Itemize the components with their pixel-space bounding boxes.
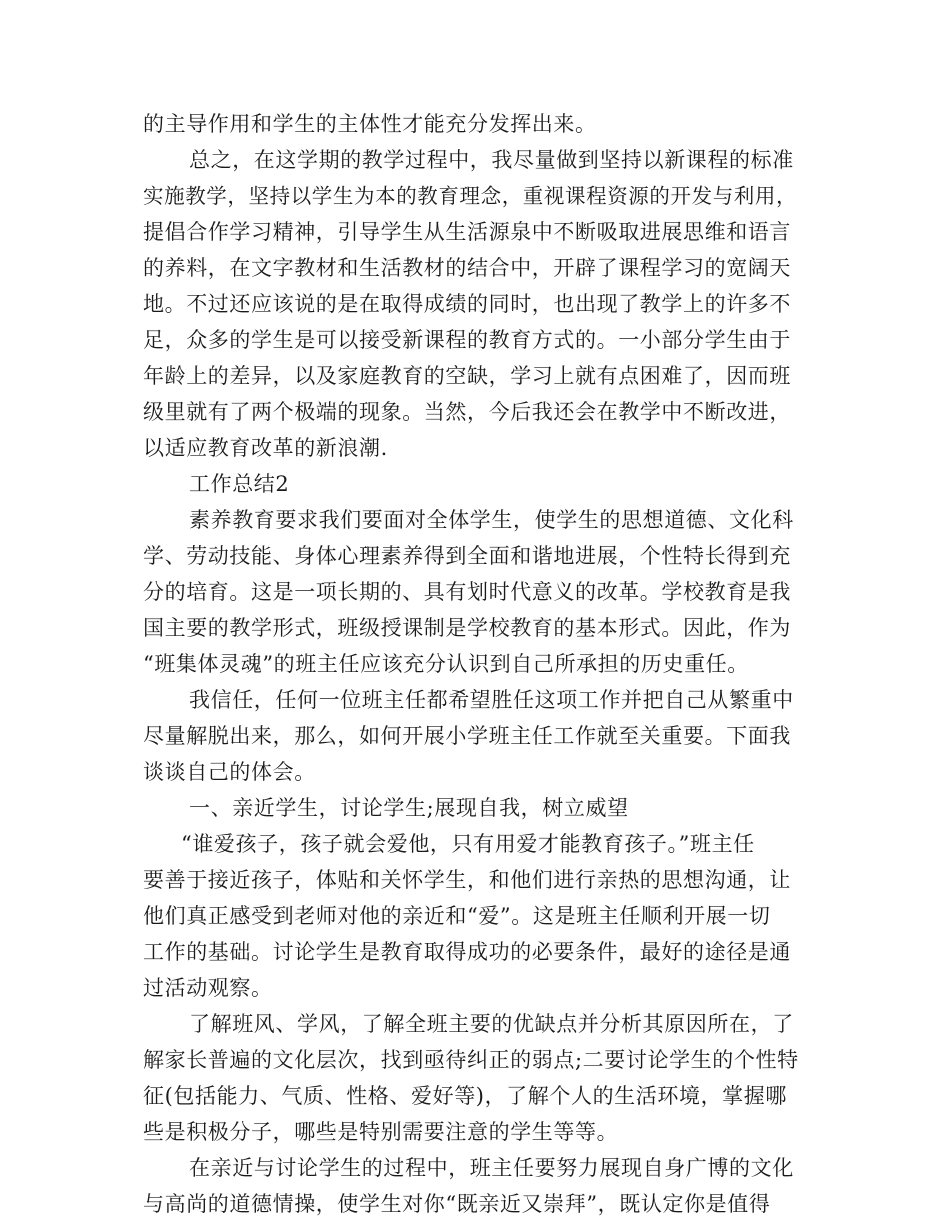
paragraph-start-line: 我信任，任何一位班主任都希望胜任这项工作并把自己从繁重中 <box>189 688 794 712</box>
text-line: 与高尚的道德情操，使学生对你“既亲近又崇拜”，既认定你是值得 <box>143 1192 771 1216</box>
text-line: 些是积极分子，哪些是特别需要注意的学生等等。 <box>143 1120 619 1144</box>
text-line: 征(包括能力、气质、性格、爱好等)，了解个人的生活环境，掌握哪 <box>143 1084 787 1108</box>
paragraph-start-line: 总之，在这学期的教学过程中，我尽量做到坚持以新课程的标准 <box>189 148 794 172</box>
text-line: 谈谈自己的体会。 <box>143 760 316 784</box>
text-line: 的养料，在文字教材和生活教材的结合中，开辟了课程学习的宽阔天 <box>143 256 791 280</box>
text-line: 级里就有了两个极端的现象。当然，今后我还会在教学中不断改进， <box>143 400 791 424</box>
text-line: 学、劳动技能、身体心理素养得到全面和谐地进展，个性特长得到充 <box>143 544 791 568</box>
text-line: 提倡合作学习精神，引导学生从生活源泉中不断吸取进展思维和语言 <box>143 220 791 244</box>
text-line: 要善于接近孩子，体贴和关怀学生，和他们进行亲热的思想沟通，让 <box>143 868 791 892</box>
section-heading: 工作总结2 <box>189 472 290 496</box>
text-line: 解家长普遍的文化层次，找到亟待纠正的弱点;二要讨论学生的个性特 <box>143 1048 799 1072</box>
text-line: 尽量解脱出来，那么，如何开展小学班主任工作就至关重要。下面我 <box>143 724 791 748</box>
paragraph-start-line: 了解班风、学风，了解全班主要的优缺点并分析其原因所在，了 <box>189 1012 794 1036</box>
text-line: “班集体灵魂”的班主任应该充分认识到自己所承担的历史重任。 <box>143 652 749 676</box>
text-line: 过活动观察。 <box>143 976 273 1000</box>
text-line: 分的培育。这是一项长期的、具有划时代意义的改革。学校教育是我 <box>143 580 791 604</box>
text-line: 足，众多的学生是可以接受新课程的教育方式的。一小部分学生由于 <box>143 328 791 352</box>
text-line: 的主导作用和学生的主体性才能充分发挥出来。 <box>143 112 597 136</box>
text-line: 工作的基础。讨论学生是教育取得成功的必要条件，最好的途径是通 <box>143 940 791 964</box>
paragraph-start-line: 在亲近与讨论学生的过程中，班主任要努力展现自身广博的文化 <box>189 1156 794 1180</box>
text-line: 年龄上的差异，以及家庭教育的空缺，学习上就有点困难了，因而班 <box>143 364 791 388</box>
paragraph-start-line: “谁爱孩子，孩子就会爱他，只有用爱才能教育孩子。”班主任 <box>181 832 755 856</box>
text-line: 地。不过还应该说的是在取得成绩的同时，也出现了教学上的许多不 <box>143 292 791 316</box>
paragraph-start-line: 素养教育要求我们要面对全体学生，使学生的思想道德、文化科 <box>189 508 794 532</box>
text-line: 以适应教育改革的新浪潮. <box>143 436 388 460</box>
text-line: 国主要的教学形式，班级授课制是学校教育的基本形式。因此，作为 <box>143 616 791 640</box>
text-line: 实施教学，坚持以学生为本的教育理念，重视课程资源的开发与利用， <box>143 184 798 208</box>
text-line: 他们真正感受到老师对他的亲近和“爱”。这是班主任顺利开展一切 <box>143 904 771 928</box>
subsection-heading: 一、亲近学生，讨论学生;展现自我，树立威望 <box>189 796 629 820</box>
